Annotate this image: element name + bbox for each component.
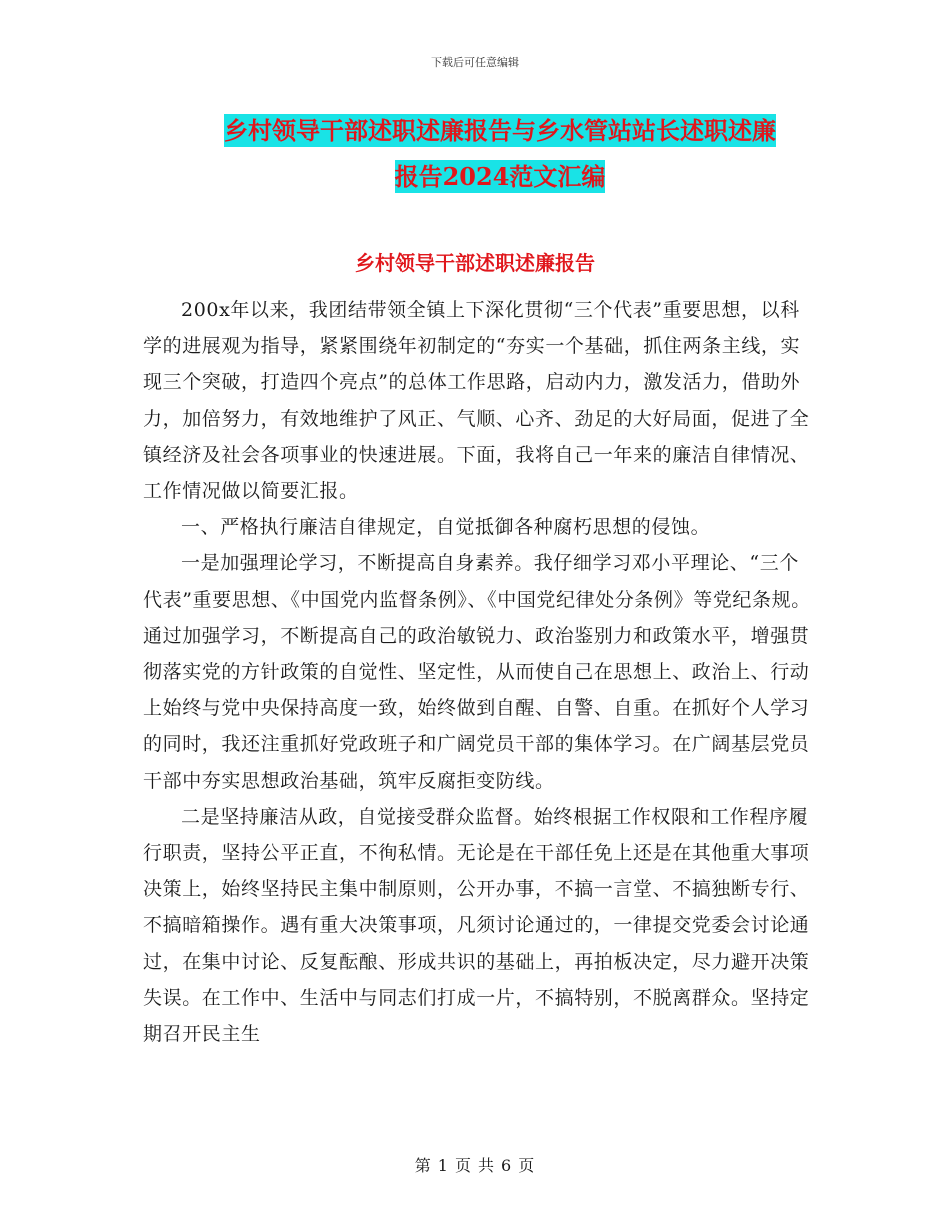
footer-prefix: 第 <box>414 1156 432 1175</box>
footer-total-pages: 6 <box>501 1156 513 1175</box>
paragraph: 200x年以来，我团结带领全镇上下深化贯彻“三个代表”重要思想，以科学的进展观为指导，紧紧围绕年初制定的“夯实一个基础，抓住两条主线，实现三个突破，打造四个亮点”的总体工作思路，启动内力，激发活力，借助外力，加倍努力，有效地维护了风正、气顺、心齐、劲足的大好局面，促进了全镇经济及社会各项事业的快速进展。下面，我将自己一年来的廉洁自律情况、工作情况做以简要汇报。 <box>143 299 810 503</box>
footer-suffix: 页 <box>518 1156 536 1175</box>
header-note: 下载后可任意编辑 <box>431 56 519 69</box>
document-title <box>150 108 850 200</box>
footer-mid: 页 共 <box>454 1156 496 1175</box>
page-footer <box>0 1153 950 1176</box>
paragraph: 一、严格执行廉洁自律规定，自觉抵御各种腐朽思想的侵蚀。 <box>181 516 711 539</box>
paragraph: 一是加强理论学习，不断提高自身素养。我仔细学习邓小平理论、“三个代表”重要思想、《中国党内监督条例》、《中国党纪律处分条例》等党纪条规。通过加强学习，不断提高自己的政治敏锐力、政治鉴别力和政策水平，增强贯彻落实党的方针政策的自觉性、坚定性，从而使自己在思想上、政治上、行动上始终与党中央保持高度一致，始终做到自醒、自警、自重。在抓好个人学习的同时，我还注重抓好党政班子和广阔党员干部的集体学习。在广阔基层党员干部中夯实思想政治基础，筑牢反腐拒变防线。 <box>143 552 811 792</box>
title-line-1: 乡村领导干部述职述廉报告与乡水管站站长述职述廉 <box>224 116 776 145</box>
body-text <box>143 292 813 1052</box>
footer-page-number: 1 <box>437 1156 449 1175</box>
title-line-2: 报告2024范文汇编 <box>394 162 606 191</box>
paragraph: 二是坚持廉洁从政，自觉接受群众监督。始终根据工作权限和工作程序履行职责，坚持公平正直，不徇私情。无论是在干部任免上还是在其他重大事项决策上，始终坚持民主集中制原则，公开办事，不搞一言堂、不搞独断专行、不搞暗箱操作。遇有重大决策事项，凡须讨论通过的，一律提交党委会讨论通过，在集中讨论、反复酝酿、形成共识的基础上，再拍板决定，尽力避开决策失误。在工作中、生活中与同志们打成一片，不搞特别，不脱离群众。坚持定期召开民主生 <box>143 805 810 1046</box>
section-title: 乡村领导干部述职述廉报告 <box>355 251 595 275</box>
